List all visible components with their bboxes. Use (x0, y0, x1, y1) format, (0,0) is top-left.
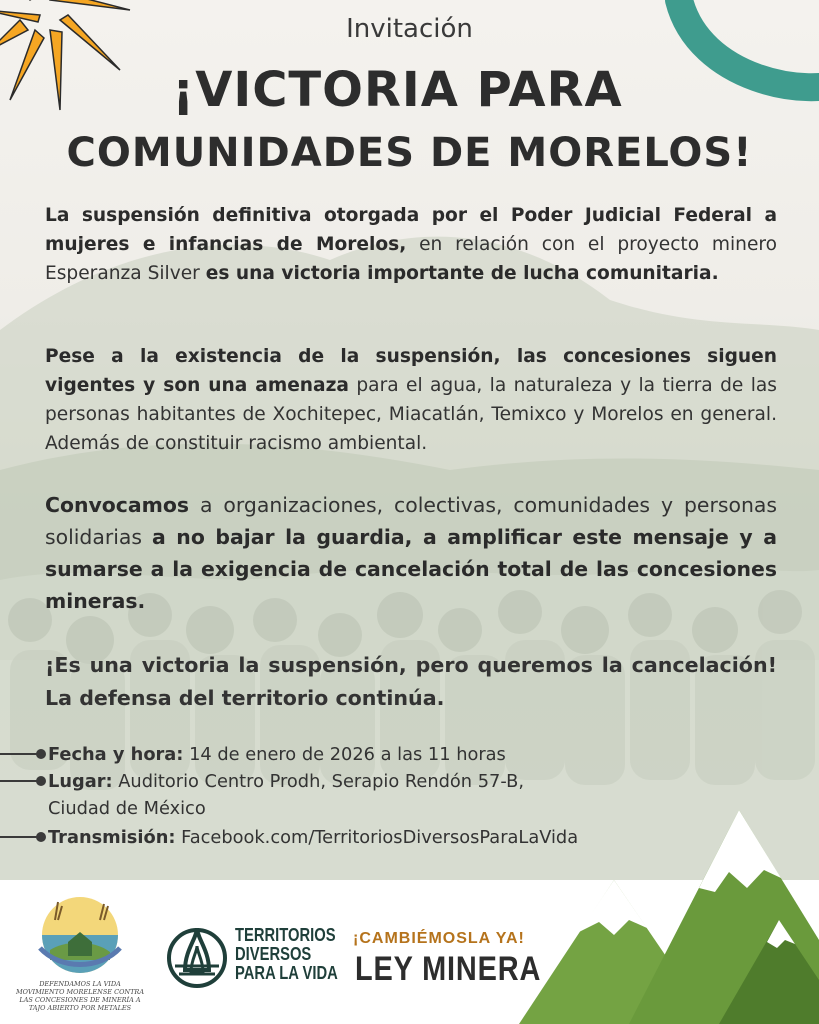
logo2-line2: DIVERSOS (235, 944, 312, 964)
date-label: Fecha y hora: (48, 744, 184, 765)
paragraph-concessions (45, 342, 777, 458)
logo1-caption-title: DEFENDAMOS LA VIDA (39, 980, 121, 988)
paragraph-suspension (45, 201, 777, 288)
stream-link[interactable]: Facebook.com/TerritoriosDiversosParaLaVida (175, 827, 579, 848)
detail-place (0, 768, 819, 795)
paragraph-victory-statement: ¡Es una victoria la suspensión, pero queremos la cancelación! La defensa del territorio continúa. (45, 653, 777, 710)
logo2-line1: TERRITORIOS (235, 925, 336, 945)
place-value-line2: Ciudad de México (48, 798, 206, 819)
logo1-caption (12, 980, 148, 1012)
title-line-1: ¡VICTORIA PARA (172, 62, 623, 118)
paragraph-bold: La suspensión definitiva otorgada por el Poder Judicial Federal a mujeres e infancias de Morelos, (45, 205, 777, 255)
paragraph-text: en relación con el proyecto minero Esperanza Silver (45, 234, 777, 284)
paragraph-call-to-action (45, 489, 777, 617)
invitation-label: Invitación (346, 14, 473, 44)
stream-label: Transmisión: (48, 827, 176, 848)
title-line-2: COMUNIDADES DE MORELOS! (66, 130, 753, 176)
ley-minera-wordmark: LEY MINERA (355, 950, 542, 988)
paragraph-bold: es una victoria importante de lucha comunitaria. (205, 263, 719, 284)
logo1-caption-subtitle: MOVIMIENTO MORELENSE CONTRA LAS CONCESIONES DE MINERÍA A TAJO ABIERTO POR METALES (15, 988, 145, 1012)
paragraph-bold: a no bajar la guardia, a amplificar este mensaje y a sumarse a la exigencia de cancelación total de las concesiones mineras. (45, 525, 777, 613)
paragraph-bold: Pese a la existencia de la suspensión, las concesiones siguen vigentes y son una amenaza (45, 346, 777, 396)
place-label: Lugar: (48, 771, 113, 792)
date-value: 14 de enero de 2026 a las 11 horas (183, 744, 506, 765)
mountains-decoration-icon (519, 800, 819, 1024)
paragraph-text: a organizaciones, colectivas, comunidades y personas solidarias (45, 493, 777, 549)
ley-minera-slogan: ¡CAMBIÉMOSLA YA! (353, 930, 525, 947)
bullet-line-icon (0, 753, 42, 755)
bullet-line-icon (0, 780, 42, 782)
paragraph-text: para el agua, la naturaleza y la tierra de las personas habitantes de Xochitepec, Miacatlán, Temixco y Morelos en general. Además de constituir racismo ambiental. (45, 375, 777, 454)
logo2-line3: PARA LA VIDA (235, 963, 338, 983)
place-value: Auditorio Centro Prodh, Serapio Rendón 57-B, (112, 771, 524, 792)
territorios-diversos-wordmark (235, 926, 338, 983)
territorios-diversos-logo-icon (165, 920, 229, 992)
paragraph-bold: Convocamos (45, 493, 190, 517)
detail-date (0, 741, 819, 768)
bullet-line-icon (0, 836, 42, 838)
